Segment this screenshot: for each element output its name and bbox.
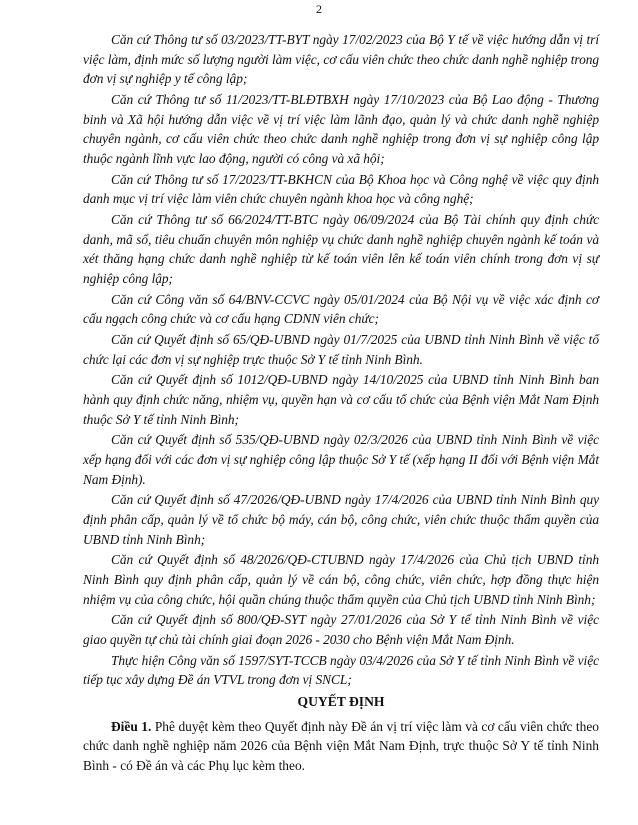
legal-basis-paragraph: Căn cứ Quyết định số 48/2026/QĐ-CTUBND ngày 17/4/2026 của Chủ tịch UBND tỉnh Ninh Bình quy định phân cấp, quản lý về cán bộ, công chức, viên chức, hợp đồng thực hiện nhiệm vụ của công chức, hội quần chúng thuộc thẩm quyền của Chủ tịch UBND tỉnh Ninh Bình;: [83, 552, 599, 607]
legal-basis-paragraph: Căn cứ Quyết định số 65/QĐ-UBND ngày 01/7/2025 của UBND tỉnh Ninh Bình về việc tổ chức lại các đơn vị sự nghiệp trực thuộc Sở Y tế tỉnh Ninh Bình.: [83, 332, 599, 367]
legal-basis-paragraph: Căn cứ Công văn số 64/BNV-CCVC ngày 05/01/2024 của Bộ Nội vụ về việc xác định cơ cấu ngạch công chức và cơ cấu hạng CDNN viên chức;: [83, 291, 599, 327]
article-1: [83, 717, 599, 776]
page-number: 2: [316, 2, 322, 16]
legal-basis-paragraph: Căn cứ Thông tư số 11/2023/TT-BLĐTBXH ngày 17/10/2023 của Bộ Lao động - Thương binh và Xã hội hướng dẫn việc về vị trí việc làm lãnh đạo, quản lý và chức danh nghề nghiệp chuyên ngành, cơ cấu viên chức theo chức danh nghề nghiệp trong đơn vị sự nghiệp công lập thuộc ngành lĩnh vực lao động, người có công và xã hội;: [83, 92, 599, 167]
legal-basis-paragraph: Căn cứ Thông tư số 66/2024/TT-BTC ngày 06/09/2024 của Bộ Tài chính quy định chức danh, mã số, tiêu chuẩn chuyên môn nghiệp vụ chức danh nghề nghiệp chuyên ngành kế toán và xét thăng hạng chức danh nghề nghiệp từ kế toán viên lên kế toán viên chính trong đơn vị sự nghiệp công lập;: [83, 212, 599, 287]
legal-basis-paragraph: Căn cứ Quyết định số 800/QĐ-SYT ngày 27/01/2026 của Sở Y tế tỉnh Ninh Bình về việc giao quyền tự chủ tài chính giai đoạn 2026 - 2030 cho Bệnh viện Mắt Nam Định.: [83, 612, 599, 647]
legal-basis-paragraph: Căn cứ Quyết định số 535/QĐ-UBND ngày 02/3/2026 của UBND tỉnh Ninh Bình về việc xếp hạng đối với các đơn vị sự nghiệp công lập thuộc Sở Y tế (xếp hạng II đối với Bệnh viện Mắt Nam Định).: [83, 432, 599, 487]
legal-basis-paragraph: Thực hiện Công văn số 1597/SYT-TCCB ngày 03/4/2026 của Sở Y tế tỉnh Ninh Bình về việc tiếp tục xây dựng Đề án VTVL trong đơn vị SNCL;: [83, 652, 599, 688]
legal-basis-paragraph: Căn cứ Quyết định số 47/2026/QĐ-UBND ngày 17/4/2026 của UBND tỉnh Ninh Bình quy định phân cấp, quản lý về tổ chức bộ máy, cán bộ, công chức, viên chức thuộc thẩm quyền của UBND tỉnh Ninh Bình;: [83, 492, 599, 547]
legal-basis-paragraph: Căn cứ Thông tư số 03/2023/TT-BYT ngày 17/02/2023 của Bộ Y tế về việc hướng dẫn vị trí việc làm, định mức số lượng người làm việc, cơ cấu viên chức theo chức danh nghề nghiệp trong đơn vị sự nghiệp y tế công lập;: [83, 32, 599, 87]
article-1-label: Điều 1.: [111, 718, 152, 734]
legal-basis-paragraph: Căn cứ Quyết định số 1012/QĐ-UBND ngày 14/10/2025 của UBND tỉnh Ninh Bình ban hành quy định chức năng, nhiệm vụ, quyền hạn và cơ cấu tổ chức của Bệnh viện Mắt Nam Định thuộc Sở Y tế tỉnh Ninh Bình;: [83, 372, 599, 427]
decision-title: QUYẾT ĐỊNH: [297, 694, 385, 709]
document-body: [83, 30, 599, 776]
legal-basis-paragraph: Căn cứ Thông tư số 17/2023/TT-BKHCN của Bộ Khoa học và Công nghệ về việc quy định danh mục vị trí việc làm viên chức chuyên ngành khoa học và công nghệ;: [83, 171, 599, 207]
article-1-text: Phê duyệt kèm theo Quyết định này Đề án vị trí việc làm và cơ cấu viên chức theo chức danh nghề nghiệp năm 2026 của Bệnh viện Mắt Nam Định, trực thuộc Sở Y tế tỉnh Ninh Bình - có Đề án và các Phụ lục kèm theo.: [83, 718, 599, 774]
